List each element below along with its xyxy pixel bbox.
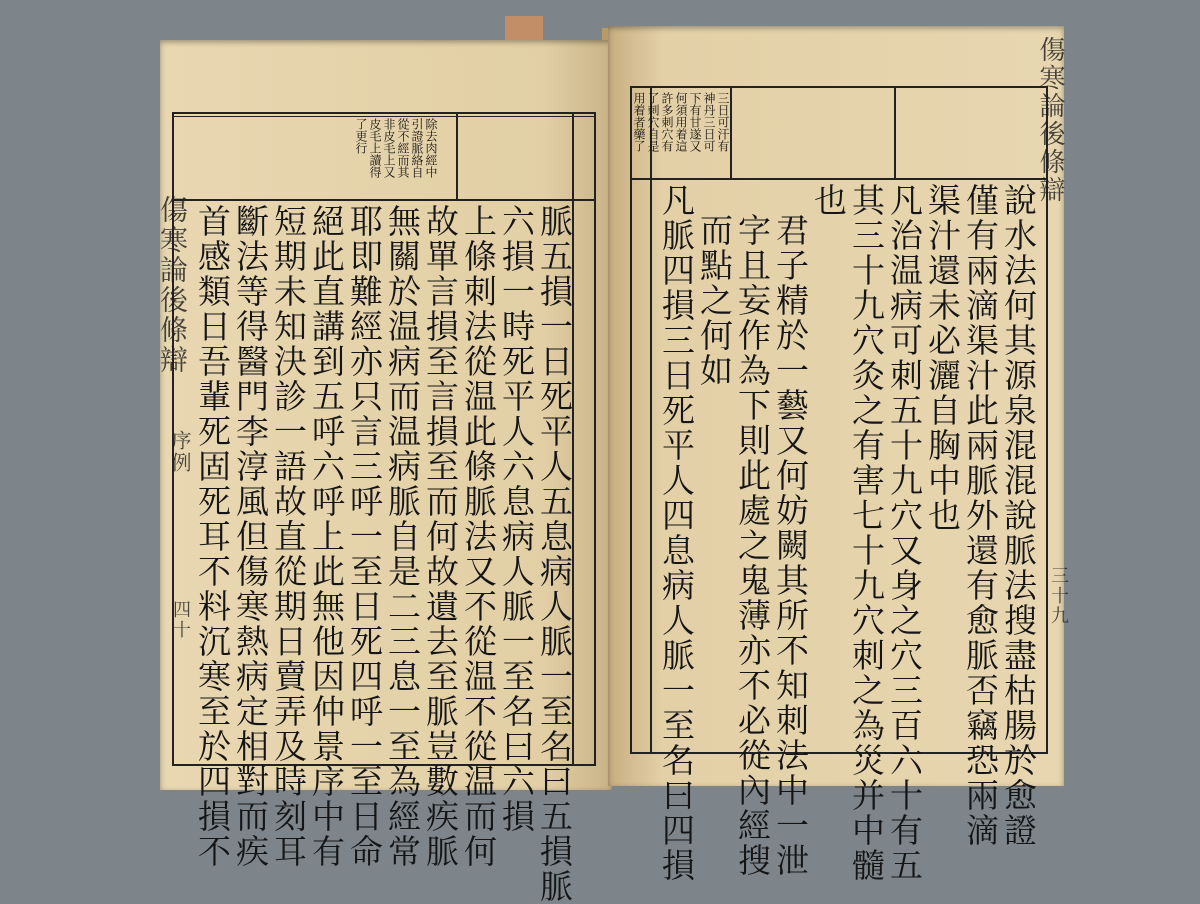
header-top-rule: [174, 116, 594, 117]
header-note: 何須用着這: [674, 92, 688, 152]
open-book: [150, 18, 1070, 904]
folio-number: 三十九: [1048, 566, 1069, 626]
header-divider: [730, 88, 732, 178]
left-inner-rule: [650, 88, 652, 752]
text-column: 上條刺法從温此條脈法又不從温不從温而何: [459, 204, 498, 869]
margin-title: 傷寒論後條辯: [156, 195, 189, 375]
text-column: 說水法何其源泉混混說脈法搜盡枯腸於愈證: [999, 183, 1038, 848]
header-note: 除去肉經中: [424, 118, 438, 178]
header-divider: [894, 88, 896, 178]
right-page: [608, 26, 1069, 883]
text-column: 短期未知決診一語故直從期日賣弄及時刻耳: [269, 204, 308, 869]
header-note: 皮毛上讀得: [368, 118, 382, 178]
margin-title: 傷寒論後條辯: [1035, 36, 1065, 204]
text-column: 六損一時死平人六息病人脈一至名曰六損: [497, 204, 536, 834]
text-column: 君子精於一藝又何妨闕其所不知刺法中一泄: [771, 213, 810, 878]
header-note: 用着者藥了: [632, 92, 646, 152]
text-column: 斷法等得醫門李淳風但傷寒熱病定相對而疾: [231, 204, 270, 869]
text-column: 而點之何如: [695, 213, 734, 388]
margin-section: 序例: [168, 430, 192, 474]
text-column: 渠汁還未必灑自胸中也: [923, 183, 962, 533]
left-page: [156, 40, 612, 904]
text-column: 也: [809, 183, 848, 218]
header-note: 三日可汗有: [716, 92, 730, 152]
text-column: 字且妄作為下則此處之鬼薄亦不必從內經搜: [733, 213, 772, 878]
text-column: 首感類日吾輩死固死耳不料沉寒至於四損不: [193, 204, 232, 869]
text-column: 其三十九穴灸之有害七十九穴刺之為災并中髓: [847, 183, 886, 883]
header-rule: [632, 178, 1046, 180]
folio-number: 四十: [170, 600, 191, 640]
header-note: 神丹三日可: [702, 92, 716, 152]
text-column: 僅有兩滴渠汁此兩脈外還有愈脈否竊恐兩滴: [961, 183, 1000, 848]
header-note: 下有甘遂又: [688, 92, 702, 152]
text-column: 凡脈四損三日死平人四息病人脈一至名曰四損: [657, 183, 696, 883]
text-column: 無關於温病而温病脈自是二三息一至為經常: [383, 204, 422, 869]
header-rule: [174, 199, 594, 201]
header-note: 非皮毛上又: [382, 118, 396, 178]
text-column: 脈五損一日死平人五息病人脈一至名曰五損脈: [535, 204, 574, 904]
text-column: 凡治温病可刺五十九穴又身之穴三百六十有五: [885, 183, 924, 883]
header-note: 引證脈絡自: [410, 118, 424, 178]
text-column: 絕此直講到五呼六呼上此無他因仲景序中有: [307, 204, 346, 869]
header-note: 了更行: [354, 118, 368, 154]
left-text-frame: [172, 112, 596, 904]
right-text-frame: [630, 86, 1048, 883]
text-column: 耶即難經亦只言三呼一至日死四呼一至日命: [345, 204, 384, 869]
header-note: 許多刺穴有: [660, 92, 674, 152]
header-divider: [456, 114, 458, 199]
header-note: 從不經而其: [396, 118, 410, 178]
header-note: 了刺穴自是: [646, 92, 660, 152]
text-column: 故單言損至言損至而何故遺去至脈豈數疾脈: [421, 204, 460, 869]
